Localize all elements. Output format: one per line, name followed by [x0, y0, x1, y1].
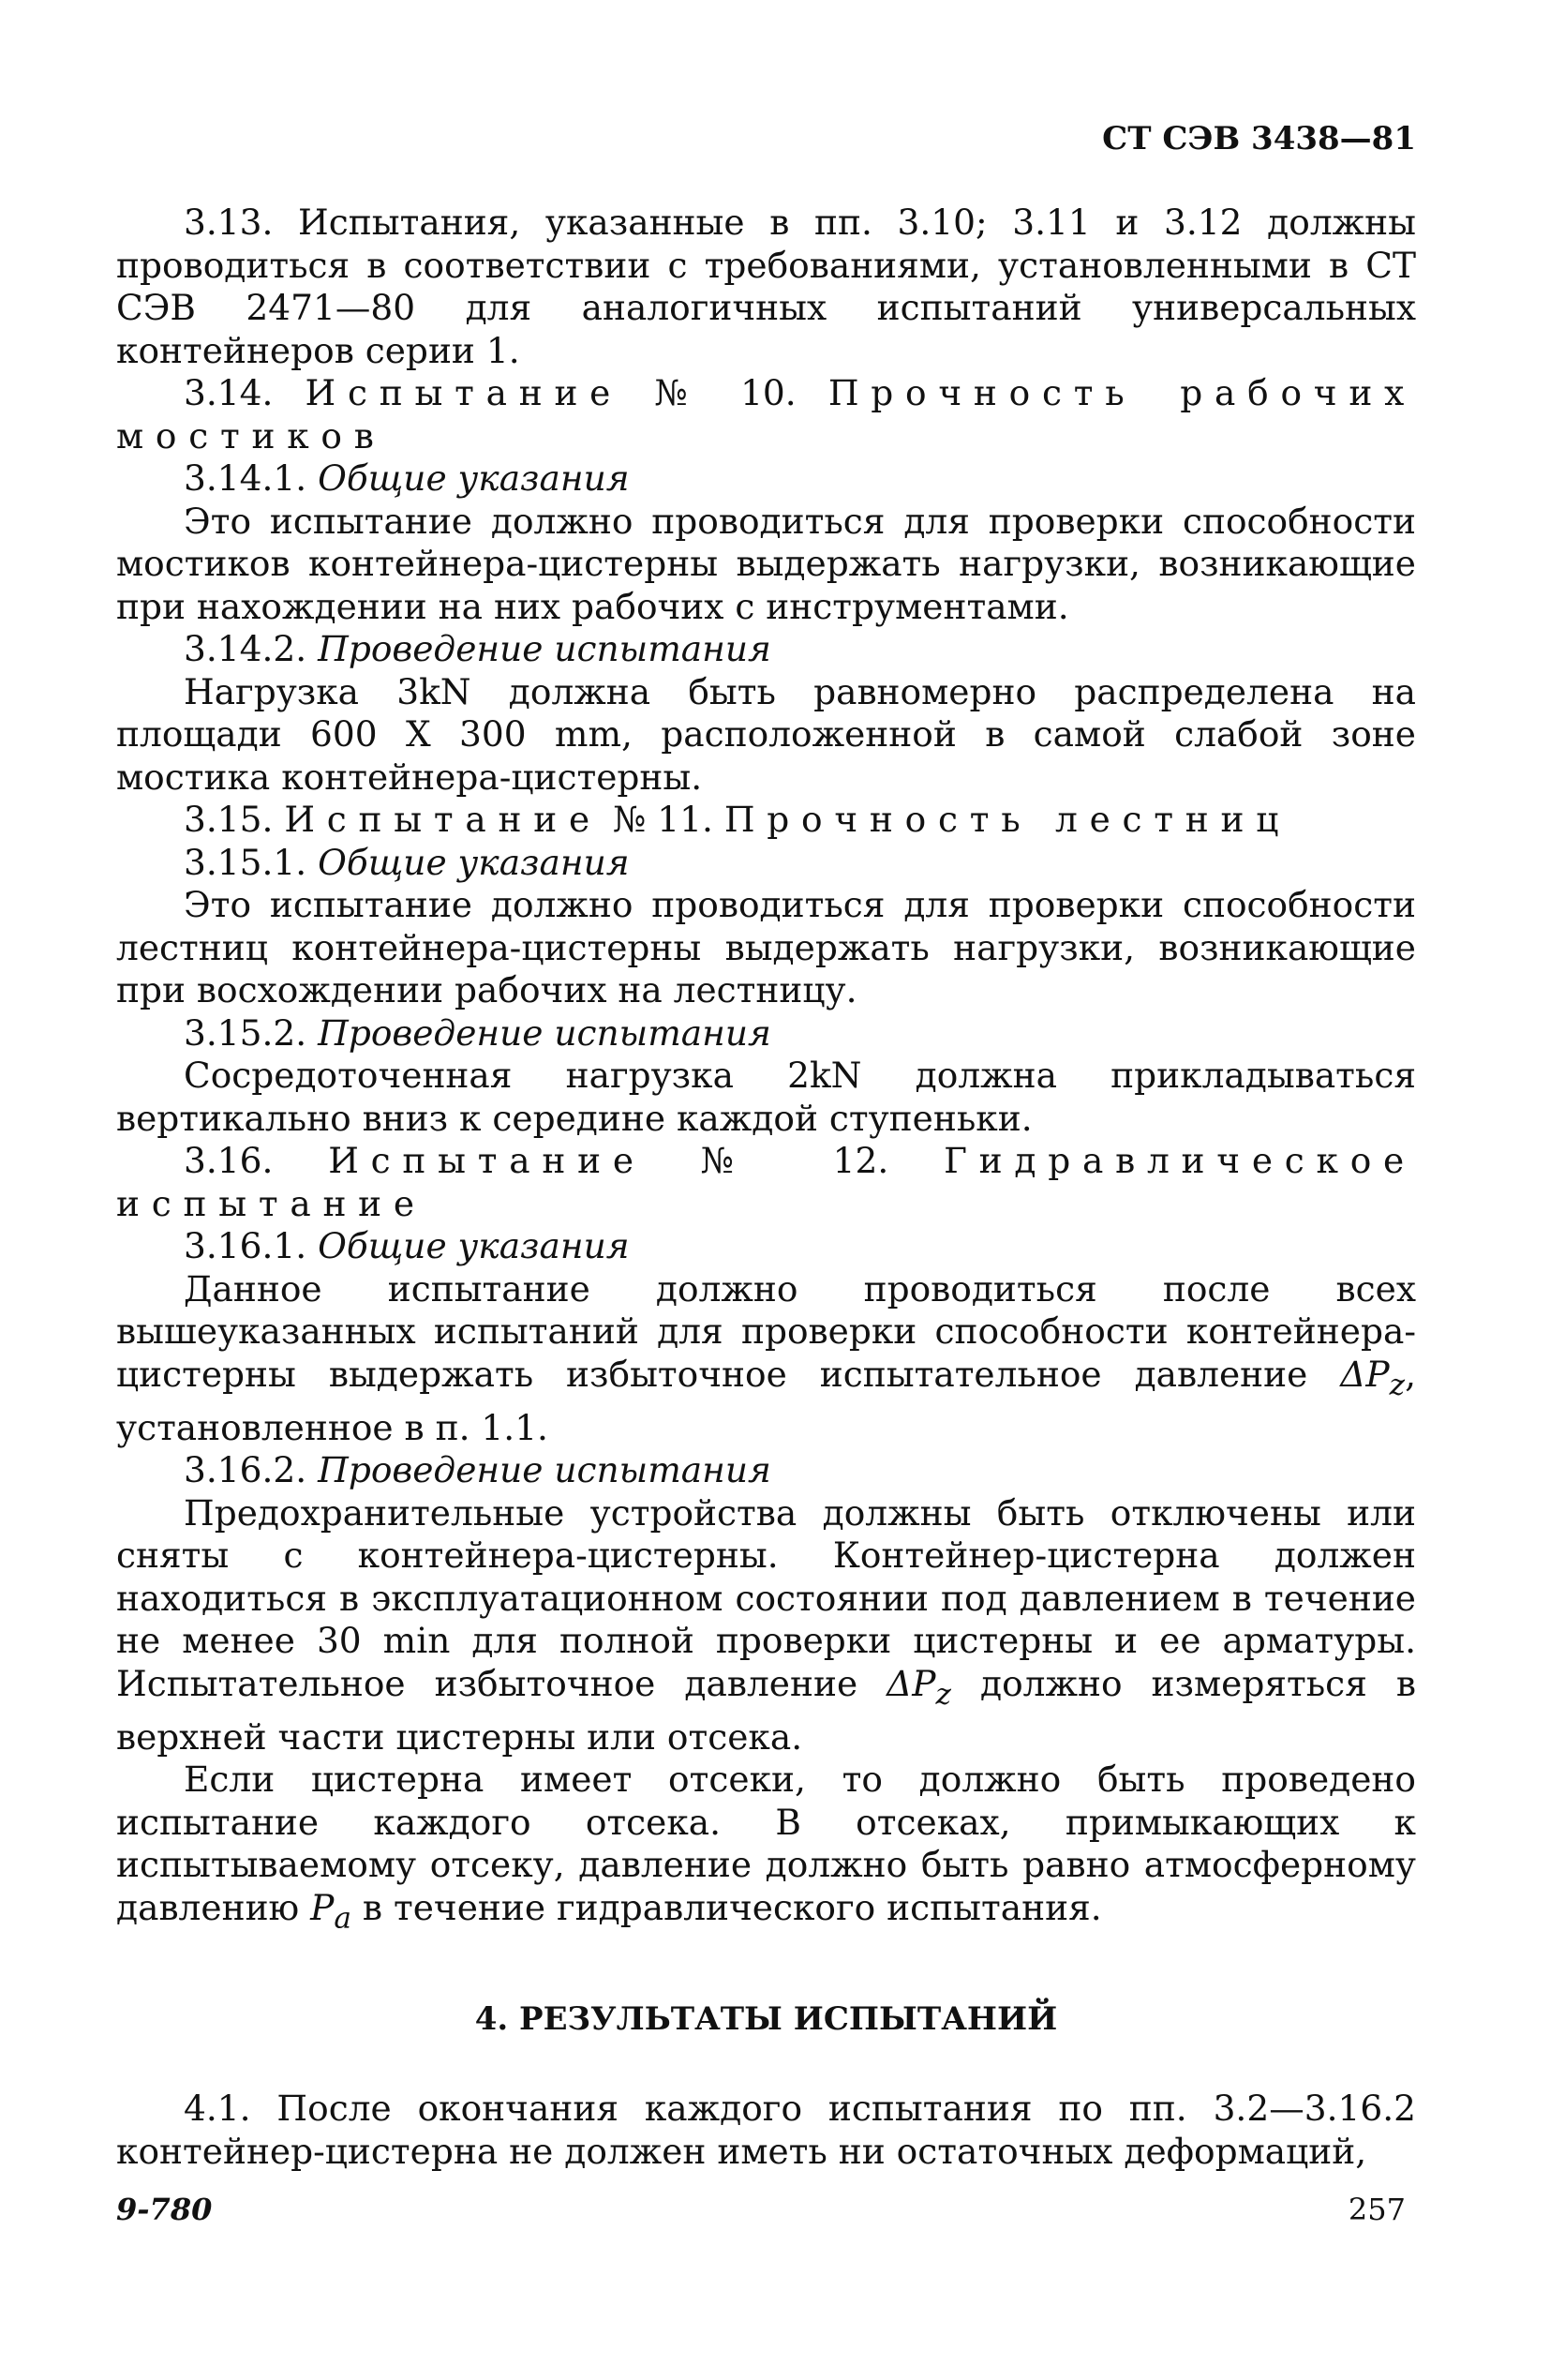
paragraph-text: Данное испытание должно проводиться после всех вышеуказанных испытаний для проверки способности контейнера-цистерны выдержать избыточное испытательное давление [116, 1267, 1416, 1395]
heading-title: Прочность лестниц [723, 799, 1291, 840]
subheading-number: 3.16.1. [184, 1225, 319, 1266]
heading-3-14 [116, 372, 1416, 457]
pressure-subscript: z [1389, 1368, 1406, 1401]
document-code: СТ СЭВ 3438—81 [1102, 120, 1416, 157]
heading-title: Прочность рабочих мостиков [116, 372, 1416, 457]
paragraph-text: в течение гидравлического испытания. [351, 1886, 1102, 1928]
paragraph-3-16-2 [116, 1492, 1416, 1759]
section-4-heading: 4. РЕЗУЛЬТАТЫ ИСПЫТАНИЙ [474, 1999, 1058, 2038]
paragraph-text: должно измеряться в верхней части цистерны или отсека. [116, 1662, 1416, 1758]
subheading-3-15-2 [116, 1012, 1416, 1055]
paragraph-3-13: 3.13. Испытания, указанные в пп. 3.10; 3.11 и 3.12 должны проводиться в соответствии с требованиями, установленными в СТ СЭВ 2471—80 для аналогичных испытаний универсальных контейнеров серии 1. [116, 202, 1416, 371]
heading-number: 3.14. [184, 372, 306, 413]
pressure-subscript: z [935, 1677, 951, 1711]
paragraph-3-14-2: Нагрузка 3kN должна быть равномерно распределена на площади 600 X 300 mm, расположенной в самой слабой зоне мостика контейнера-цистерны. [116, 670, 1416, 798]
subheading-3-16-2 [116, 1449, 1416, 1492]
heading-title: Гидравлическое испытание [116, 1140, 1416, 1224]
heading-test-number: № 10. [622, 372, 828, 413]
heading-label: Испытание [328, 1140, 646, 1181]
subheading-3-14-2 [116, 628, 1416, 671]
subheading-title: Общие указания [318, 841, 630, 883]
print-mark: 9-780 [116, 2192, 213, 2227]
subheading-3-15-1 [116, 842, 1416, 885]
paragraph-text: Предохранительные устройства должны быть отключены или сняты с контейнера-цистерны. Контейнер-цистерна должен находиться в эксплуатационном состоянии под давлением в течение не менее 30 min для полной проверки цистерны и ее арматуры. Испытательное избыточное давление [116, 1491, 1416, 1704]
paragraph-3-15-1: Это испытание должно проводиться для проверки способности лестниц контейнера-цистерны выдержать нагрузки, возникающие при восхождении рабочих на лестницу. [116, 884, 1416, 1010]
paragraph-text: Если цистерна имеет отсеки, то должно быть проведено испытание каждого отсека. В отсеках, примыкающих к испытываемому отсеку, давление должно быть равно атмосферному давлению [116, 1759, 1416, 1928]
subheading-3-16-1 [116, 1225, 1416, 1268]
subheading-3-14-1 [116, 457, 1416, 501]
body-text [116, 202, 1416, 2173]
paragraph-text: , установленное в п. 1.1. [116, 1353, 1416, 1448]
heading-label: Испытание [284, 799, 602, 840]
pressure-symbol: ΔP [1340, 1353, 1390, 1395]
subheading-title: Проведение испытания [318, 1011, 771, 1054]
heading-test-number: № 11. [601, 799, 724, 840]
heading-number: 3.15. [184, 799, 285, 840]
heading-label: Испытание [305, 372, 623, 413]
subheading-title: Общие указания [318, 1225, 630, 1266]
pressure-symbol: ΔP [887, 1662, 936, 1704]
heading-number: 3.16. [184, 1140, 329, 1181]
paragraph-3-14-1: Это испытание должно проводиться для проверки способности мостиков контейнера-цистерны выдержать нагрузки, возникающие при нахождении на них рабочих с инструментами. [116, 500, 1416, 627]
paragraph-3-15-2: Сосредоточенная нагрузка 2kN должна прикладываться вертикально вниз к середине каждой ступеньки. [116, 1055, 1416, 1139]
page-number: 257 [1348, 2192, 1406, 2227]
subheading-title: Проведение испытания [318, 1449, 771, 1490]
subheading-number: 3.16.2. [184, 1449, 319, 1490]
heading-test-number: № 12. [645, 1140, 945, 1181]
subheading-title: Проведение испытания [318, 628, 771, 669]
subheading-number: 3.15.1. [184, 841, 319, 883]
pressure-subscript: a [334, 1901, 352, 1935]
paragraph-3-16-1 [116, 1268, 1416, 1450]
subheading-title: Общие указания [318, 457, 630, 499]
heading-3-15 [116, 799, 1416, 842]
paragraph-3-16-2-continued [116, 1759, 1416, 1940]
subheading-number: 3.14.1. [184, 457, 319, 499]
pressure-symbol: P [310, 1886, 335, 1928]
paragraph-4-1: 4.1. После окончания каждого испытания по пп. 3.2—3.16.2 контейнер-цистерна не должен иметь ни остаточных деформаций, [116, 2088, 1416, 2172]
subheading-number: 3.14.2. [184, 628, 319, 669]
subheading-number: 3.15.2. [184, 1011, 319, 1054]
heading-3-16 [116, 1140, 1416, 1225]
